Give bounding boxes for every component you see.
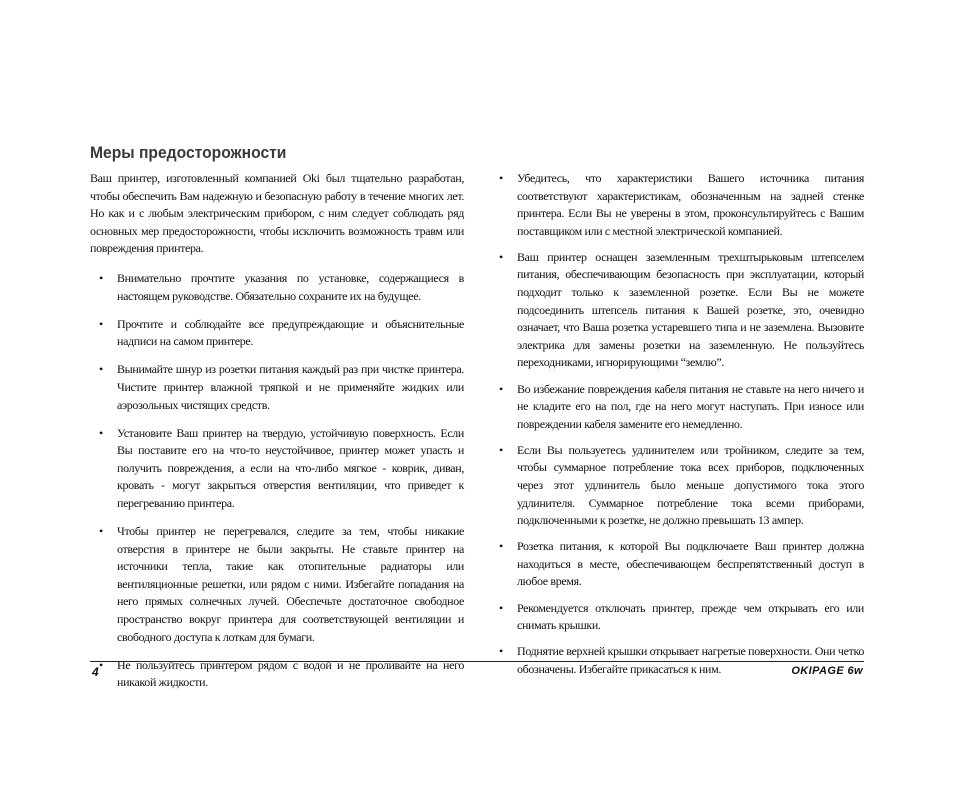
list-item xyxy=(90,657,464,692)
bullet-icon: • xyxy=(99,316,103,331)
list-item-text: Чтобы принтер не перегревался, следите за тем, чтобы никакие отверстия в принтере не были закрыты. Не ставьте принтер на источники тепла, такие как отопительные радиаторы или вентиляционные решетки, или рядом с ними. Избегайте попадания на него прямых солнечных лучей. Обеспечьте достаточное свободное пространство вокруг принтера для соответствующей вентиляции и свободного доступа к лоткам для бумаги. xyxy=(117,524,464,644)
list-item xyxy=(498,381,864,434)
list-item-text: Поднятие верхней крышки открывает нагретые поверхности. Они четко обозначены. Избегайте прикасаться к ним. xyxy=(517,644,864,676)
list-item xyxy=(90,270,464,305)
bullet-icon: • xyxy=(99,362,103,377)
page-number: 4 xyxy=(92,665,99,679)
list-item xyxy=(498,538,864,591)
right-column xyxy=(498,170,864,687)
list-item xyxy=(498,442,864,530)
right-bullet-list xyxy=(498,170,864,678)
left-bullet-list xyxy=(90,270,464,692)
product-name: OKIPAGE 6w xyxy=(791,665,863,677)
bullet-icon: • xyxy=(499,644,503,659)
bullet-icon: • xyxy=(499,249,503,264)
left-column xyxy=(90,170,464,702)
list-item-text: Розетка питания, к которой Вы подключаете Ваш принтер должна находиться в месте, обеспечивающем беспрепятственный доступ в любое время. xyxy=(517,539,864,589)
list-item-text: Если Вы пользуетесь удлинителем или тройником, следите за тем, чтобы суммарное потребление тока всех приборов, подключенных через этот удлинитель было меньше допустимого тока этого удлинителя. Суммарное потребление тока всеми приборами, подключенными к розетке, не должно превышать 13 ампер. xyxy=(517,442,864,528)
bullet-icon: • xyxy=(499,539,503,554)
list-item-text: Ваш принтер оснащен заземленным трехштырьковым штепселем питания, обеспечивающим безопасность при эксплуатации, который подходит только к заземленной розетке. Если Вы не можете подсоединить штепсель питания к Вашей розетке, это, очевидно означает, что Ваша розетка устаревшего типа и не заземлена. Вызовите электрика для замены розетки на заземленную. Не пользуйтесь переходниками, игнорирующими “землю”. xyxy=(517,249,864,370)
list-item-text: Установите Ваш принтер на твердую, устойчивую поверхность. Если Вы поставите его на что-то неустойчивое, принтер может упасть и получить повреждения, а если на что-либо мягкое - коврик, диван, кровать - могут закрыться отверстия вентиляции, что приведет к перегреванию принтера. xyxy=(117,425,464,510)
list-item xyxy=(90,523,464,646)
bullet-icon: • xyxy=(99,425,103,440)
bullet-icon: • xyxy=(499,600,503,615)
bullet-icon: • xyxy=(499,171,503,185)
footer-divider xyxy=(90,661,864,662)
bullet-icon: • xyxy=(99,657,103,672)
list-item-text: Не пользуйтесь принтером рядом с водой и не проливайте на него никакой жидкости. xyxy=(117,657,464,690)
list-item-text: Во избежание повреждения кабеля питания не ставьте на него ничего и не кладите его на пол, где на него могут наступать. При износе или повреждении кабеля замените его немедленно. xyxy=(517,381,864,431)
intro-paragraph: Ваш принтер, изготовленный компанией Oki был тщательно разработан, чтобы обеспечить Вам надежную и безопасную работу в течение многих лет. Но как и с любым электрическим прибором, с ним следует соблюдать ряд основных мер предосторожности, чтобы исключить возможность травм или повреждения принтера. xyxy=(90,171,464,256)
list-item-text: Внимательно прочтите указания по установке, содержащиеся в настоящем руководстве. Обязательно сохраните их на будущее. xyxy=(117,270,464,303)
bullet-icon: • xyxy=(99,524,103,539)
list-item-text: Вынимайте шнур из розетки питания каждый раз при чистке принтера. Чистите принтер влажной тряпкой и не применяйте жидких или аэрозольных чистящих средств. xyxy=(117,362,464,412)
list-item xyxy=(90,316,464,351)
list-item-text: Прочтите и соблюдайте все предупреждающие и объяснительные надписи на самом принтере. xyxy=(117,316,464,349)
list-item xyxy=(498,600,864,635)
list-item xyxy=(498,249,864,372)
list-item-text: Убедитесь, что характеристики Вашего источника питания соответствуют характеристикам, обозначенным на задней стенке принтера. Если Вы не уверены в этом, проконсультируйтесь с Вашим поставщиком или с местной электрической компанией. xyxy=(517,171,864,238)
list-item xyxy=(90,361,464,414)
bullet-icon: • xyxy=(499,442,503,457)
list-item-text: Рекомендуется отключать принтер, прежде чем открывать его или снимать крышки. xyxy=(517,600,864,633)
list-item xyxy=(90,425,464,513)
bullet-icon: • xyxy=(99,270,103,285)
page-title: Меры предосторожности xyxy=(90,143,287,162)
list-item xyxy=(498,170,864,240)
bullet-icon: • xyxy=(499,381,503,396)
